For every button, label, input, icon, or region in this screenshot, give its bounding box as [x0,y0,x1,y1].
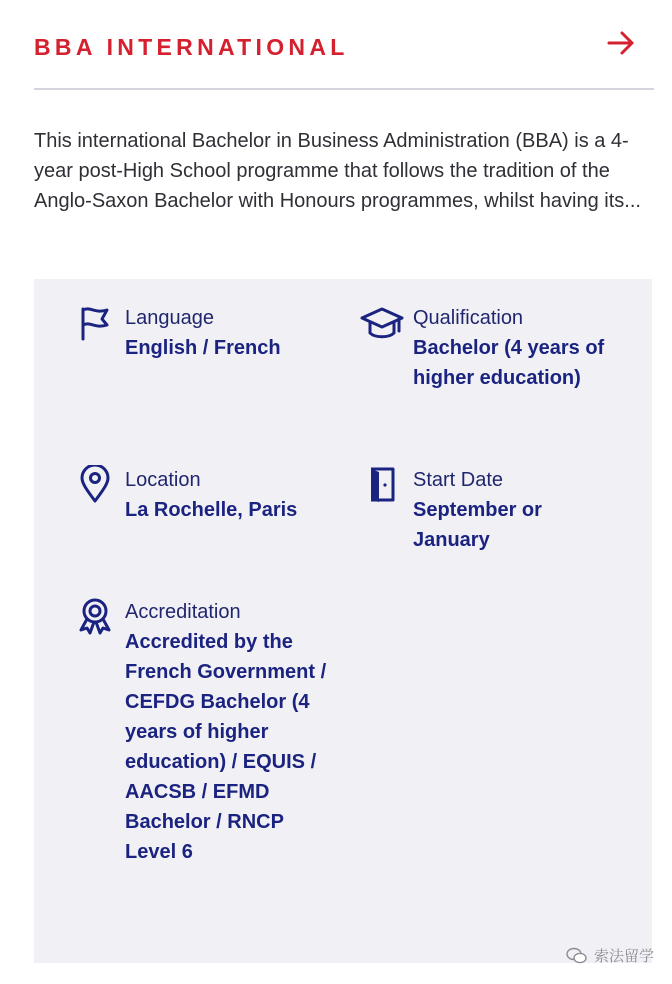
graduation-cap-icon [359,305,405,343]
start-date-value: September or January [413,499,542,551]
qualification-label: Qualification [413,307,524,329]
watermark-text: 索法留学 [593,948,654,965]
location-pin-icon [78,465,112,503]
accreditation-label: Accreditation [125,601,241,623]
door-icon [365,465,397,503]
language-label: Language [125,307,214,329]
location-value: La Rochelle, Paris [125,499,298,521]
start-date-label: Start Date [413,469,504,491]
watermark [566,945,654,966]
program-details-panel [34,279,652,963]
qualification-value: Bachelor (4 years of higher education) [413,337,605,389]
program-header[interactable] [34,26,654,90]
accreditation-value: Accredited by the French Government / CEFDG Bachelor (4 years of higher education) / EQUIS / AACSB / EFMD Bachelor / RNCP Level 6 [125,631,327,863]
arrow-right-icon[interactable] [606,28,636,58]
award-ribbon-icon [77,597,113,635]
program-title[interactable]: BBA INTERNATIONAL [34,34,349,60]
location-label: Location [125,469,201,491]
wechat-icon [566,947,588,965]
program-description: This international Bachelor in Business Administration (BBA) is a 4-year post-High School programme that follows the tradition of the Anglo-Saxon Bachelor with Honours programmes, whilst having its... [34,130,641,212]
language-value: English / French [125,337,281,359]
flag-icon [78,305,112,343]
